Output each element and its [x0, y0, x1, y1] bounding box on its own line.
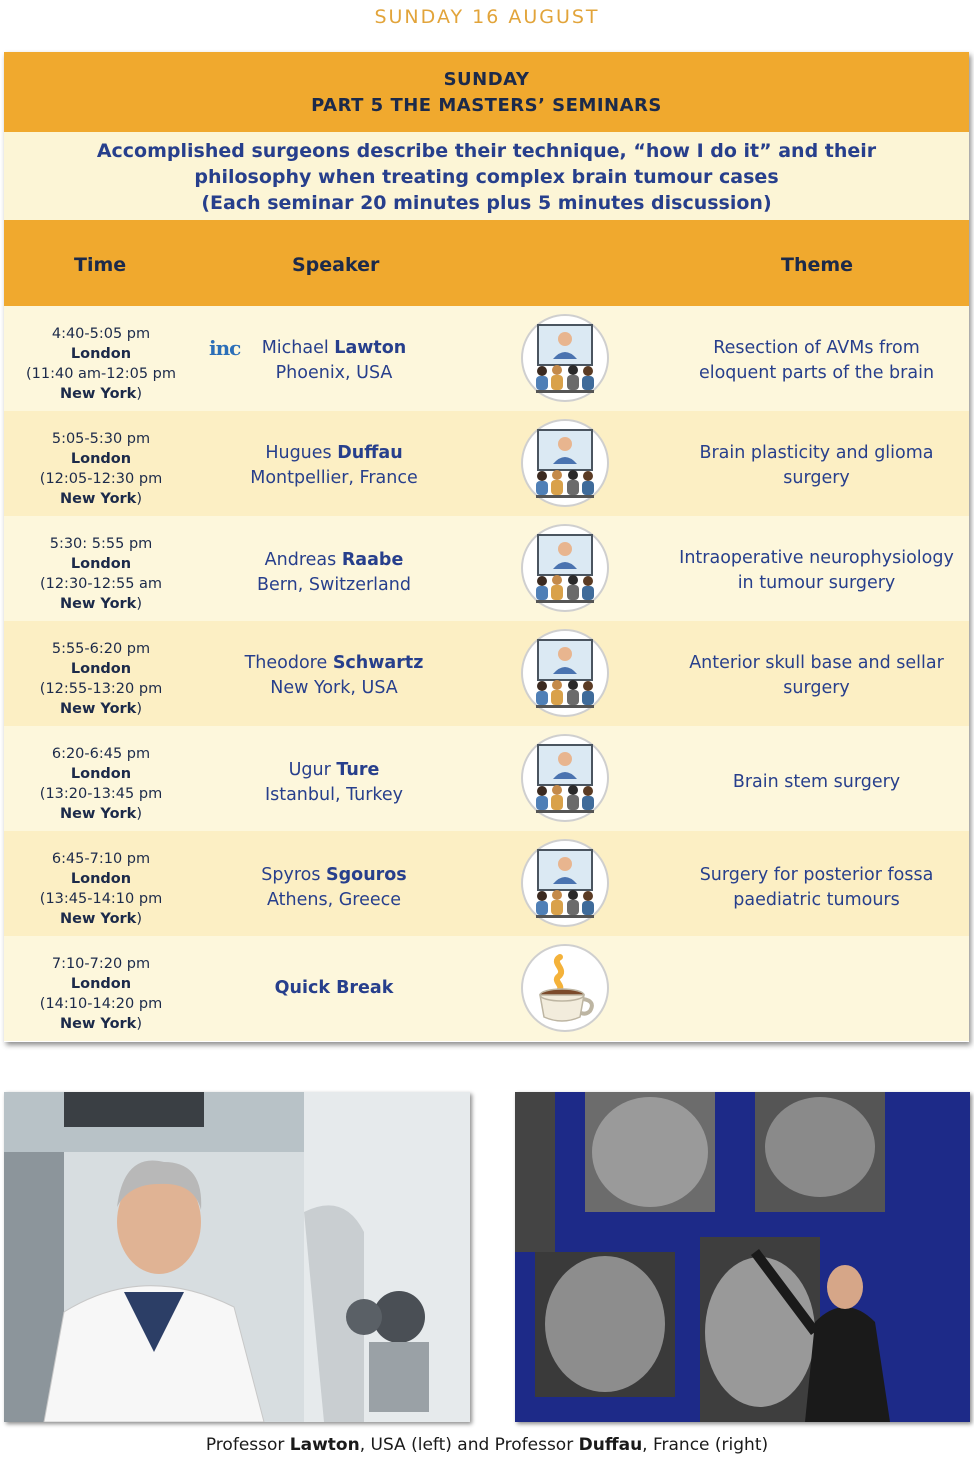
- table-header: [4, 220, 969, 306]
- session-theme: Brain plasticity and glioma surgery: [699, 443, 934, 488]
- session-time: 5:05-5:30 pm London (12:05-12:30 pm New York): [39, 431, 163, 507]
- session-time: 6:45-7:10 pm London (13:45-14:10 pm New York): [39, 851, 163, 927]
- seminar-icon: [520, 523, 610, 613]
- lawton-photo: [4, 1092, 470, 1422]
- session-time: 7:10-7:20 pm London (14:10-14:20 pm New York): [39, 956, 163, 1032]
- part-banner: [4, 52, 969, 132]
- coffee-cup-icon: [520, 943, 610, 1033]
- column-header-speaker: Speaker: [292, 254, 380, 276]
- banner-part: PART 5 THE MASTERS’ SEMINARS: [311, 95, 662, 116]
- date-heading: SUNDAY 16 AUGUST: [374, 6, 600, 28]
- session-theme: Intraoperative neurophysiology in tumour surgery: [679, 548, 954, 593]
- session-row: [4, 726, 969, 831]
- session-row: [4, 411, 969, 516]
- session-time: 5:30: 5:55 pm London (12:30-12:55 am New York): [39, 536, 163, 612]
- session-row: [4, 516, 969, 621]
- seminar-icon: [520, 628, 610, 718]
- session-time: 6:20-6:45 pm London (13:20-13:45 pm New York): [39, 746, 163, 822]
- session-speaker: Ugur Ture Istanbul, Turkey: [264, 760, 404, 805]
- break-row: [4, 936, 969, 1041]
- seminar-icon: [520, 418, 610, 508]
- programme-card: [4, 52, 969, 1042]
- seminar-icon: [520, 733, 610, 823]
- photo-caption: Professor Lawton, USA (left) and Professor Duffau, France (right): [205, 1435, 769, 1455]
- banner-day: SUNDAY: [443, 69, 530, 90]
- column-header-time: Time: [74, 254, 127, 276]
- intro-line-1: Accomplished surgeons describe their technique, “how I do it” and their: [96, 140, 877, 162]
- session-speaker: Michael Lawton Phoenix, USA: [261, 338, 407, 383]
- seminar-icon: [520, 313, 610, 403]
- session-speaker: Hugues Duffau Montpellier, France: [250, 443, 418, 488]
- session-row: [4, 831, 969, 936]
- session-time: 4:40-5:05 pm London (11:40 am-12:05 pm New York): [25, 326, 177, 402]
- intro-line-2: philosophy when treating complex brain tumour cases: [194, 166, 779, 188]
- intro-text: [4, 132, 969, 220]
- break-label: Quick Break: [274, 978, 394, 998]
- inc-logo: inc: [209, 336, 241, 360]
- session-theme: Resection of AVMs from eloquent parts of the brain: [698, 338, 935, 383]
- session-speaker: Spyros Sgouros Athens, Greece: [261, 865, 407, 910]
- session-theme: Anterior skull base and sellar surgery: [689, 653, 944, 698]
- seminar-icon: [520, 838, 610, 928]
- session-row: [4, 306, 969, 411]
- duffau-photo: [515, 1092, 970, 1422]
- session-speaker: Theodore Schwartz New York, USA: [244, 653, 424, 698]
- session-theme: Brain stem surgery: [732, 772, 901, 792]
- session-theme: Surgery for posterior fossa paediatric tumours: [699, 865, 934, 910]
- intro-line-3: (Each seminar 20 minutes plus 5 minutes discussion): [201, 192, 772, 214]
- session-speaker: Andreas Raabe Bern, Switzerland: [257, 550, 411, 595]
- column-header-theme: Theme: [781, 254, 854, 276]
- session-time: 5:55-6:20 pm London (12:55-13:20 pm New York): [39, 641, 163, 717]
- session-row: [4, 621, 969, 726]
